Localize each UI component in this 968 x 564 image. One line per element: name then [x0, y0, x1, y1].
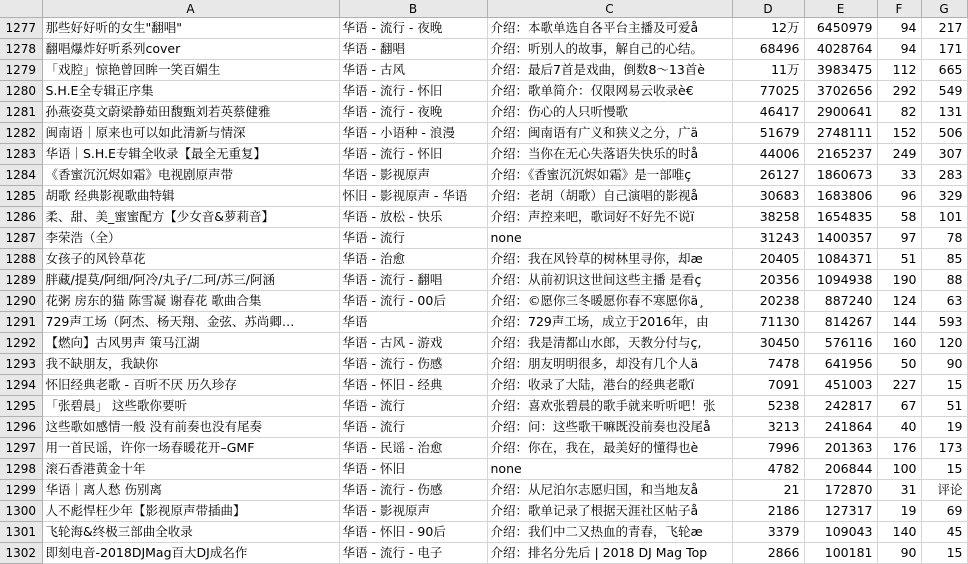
- row-header[interactable]: 1291: [0, 312, 42, 333]
- cell-g[interactable]: 15: [921, 459, 967, 480]
- cell-b[interactable]: 华语 - 怀旧: [339, 459, 487, 480]
- cell-c[interactable]: none: [487, 459, 732, 480]
- cell-b[interactable]: 华语 - 流行 - 伤感: [339, 480, 487, 501]
- cell-e[interactable]: 641956: [804, 354, 877, 375]
- cell-a[interactable]: 滚石香港黄金十年: [42, 459, 339, 480]
- cell-b[interactable]: 华语 - 小语种 - 浪漫: [339, 123, 487, 144]
- row-header[interactable]: 1283: [0, 144, 42, 165]
- cell-d[interactable]: 30450: [732, 333, 804, 354]
- cell-b[interactable]: 华语 - 流行: [339, 417, 487, 438]
- cell-c[interactable]: 介绍：《香蜜沉沉烬如霜》是一部唯ç: [487, 165, 732, 186]
- cell-a[interactable]: 华语｜S.H.E专辑全收录【最全无重复】: [42, 144, 339, 165]
- table-row[interactable]: [0, 39, 967, 60]
- cell-a[interactable]: 「戏腔」惊艳曾回眸一笑百媚生: [42, 60, 339, 81]
- row-header[interactable]: 1297: [0, 438, 42, 459]
- cell-c[interactable]: 介绍：我们中二又热血的青春，飞轮æ: [487, 522, 732, 543]
- cell-d[interactable]: 26127: [732, 165, 804, 186]
- cell-g[interactable]: 217: [921, 18, 967, 39]
- cell-d[interactable]: 20356: [732, 270, 804, 291]
- cell-f[interactable]: 94: [877, 18, 921, 39]
- cell-g[interactable]: 15: [921, 375, 967, 396]
- cell-c[interactable]: 介绍：朋友明明很多，却没有几个人ä: [487, 354, 732, 375]
- cell-b[interactable]: 华语 - 治愈: [339, 249, 487, 270]
- cell-d[interactable]: 7091: [732, 375, 804, 396]
- cell-b[interactable]: 华语 - 翻唱: [339, 39, 487, 60]
- cell-e[interactable]: 3702656: [804, 81, 877, 102]
- cell-a[interactable]: 即刻电音-2018DJMag百大DJ成名作: [42, 543, 339, 564]
- cell-b[interactable]: 华语 - 流行 - 翻唱: [339, 270, 487, 291]
- cell-b[interactable]: 华语 - 古风 - 游戏: [339, 333, 487, 354]
- cell-d[interactable]: 71130: [732, 312, 804, 333]
- cell-e[interactable]: 2748111: [804, 123, 877, 144]
- cell-d[interactable]: 5238: [732, 396, 804, 417]
- row-header[interactable]: 1293: [0, 354, 42, 375]
- cell-c[interactable]: none: [487, 228, 732, 249]
- cell-a[interactable]: 这些歌如感情一般 没有前奏也没有尾奏: [42, 417, 339, 438]
- cell-a[interactable]: 胡歌 经典影视歌曲特辑: [42, 186, 339, 207]
- table-row[interactable]: [0, 375, 967, 396]
- cell-b[interactable]: 华语 - 古风: [339, 60, 487, 81]
- cell-e[interactable]: 887240: [804, 291, 877, 312]
- column-header-f[interactable]: F: [877, 0, 921, 18]
- table-row[interactable]: [0, 480, 967, 501]
- cell-g[interactable]: 63: [921, 291, 967, 312]
- cell-d[interactable]: 3213: [732, 417, 804, 438]
- table-row[interactable]: [0, 501, 967, 522]
- cell-f[interactable]: 124: [877, 291, 921, 312]
- column-header-e[interactable]: E: [804, 0, 877, 18]
- column-header-c[interactable]: C: [487, 0, 732, 18]
- cell-e[interactable]: 109043: [804, 522, 877, 543]
- cell-e[interactable]: 1683806: [804, 186, 877, 207]
- cell-f[interactable]: 19: [877, 501, 921, 522]
- cell-d[interactable]: 44006: [732, 144, 804, 165]
- row-header[interactable]: 1300: [0, 501, 42, 522]
- cell-f[interactable]: 33: [877, 165, 921, 186]
- cell-d[interactable]: 21: [732, 480, 804, 501]
- cell-b[interactable]: 华语 - 流行 - 夜晚: [339, 102, 487, 123]
- cell-g[interactable]: 131: [921, 102, 967, 123]
- cell-f[interactable]: 97: [877, 228, 921, 249]
- row-header[interactable]: 1277: [0, 18, 42, 39]
- cell-c[interactable]: 介绍：歌单简介：仅限网易云收录è€: [487, 81, 732, 102]
- row-header[interactable]: 1286: [0, 207, 42, 228]
- cell-g[interactable]: 593: [921, 312, 967, 333]
- cell-c[interactable]: 介绍：从前初识这世间这些主播 是看ç: [487, 270, 732, 291]
- row-header[interactable]: 1301: [0, 522, 42, 543]
- cell-g[interactable]: 90: [921, 354, 967, 375]
- cell-c[interactable]: 介绍：喜欢张碧晨的歌手就来听听吧！张: [487, 396, 732, 417]
- cell-e[interactable]: 201363: [804, 438, 877, 459]
- cell-e[interactable]: 451003: [804, 375, 877, 396]
- cell-b[interactable]: 华语 - 怀旧 - 经典: [339, 375, 487, 396]
- cell-b[interactable]: 华语 - 流行: [339, 396, 487, 417]
- cell-d[interactable]: 68496: [732, 39, 804, 60]
- cell-e[interactable]: 1094938: [804, 270, 877, 291]
- row-header[interactable]: 1292: [0, 333, 42, 354]
- cell-a[interactable]: 用一首民谣，许你一场春暖花开–GMF: [42, 438, 339, 459]
- table-row[interactable]: [0, 228, 967, 249]
- cell-f[interactable]: 160: [877, 333, 921, 354]
- row-header[interactable]: 1278: [0, 39, 42, 60]
- cell-c[interactable]: 介绍：©愿你三冬暖愿你春不寒愿你ä¸: [487, 291, 732, 312]
- cell-g[interactable]: 78: [921, 228, 967, 249]
- cell-g[interactable]: 329: [921, 186, 967, 207]
- cell-e[interactable]: 241864: [804, 417, 877, 438]
- cell-b[interactable]: 华语 - 流行 - 怀旧: [339, 81, 487, 102]
- cell-a[interactable]: 怀旧经典老歌 - 百听不厌 历久珍存: [42, 375, 339, 396]
- cell-f[interactable]: 90: [877, 543, 921, 564]
- cell-c[interactable]: 介绍：声控来吧，歌词好不好先不说ï: [487, 207, 732, 228]
- cell-b[interactable]: 华语 - 怀旧 - 90后: [339, 522, 487, 543]
- row-header[interactable]: 1288: [0, 249, 42, 270]
- cell-f[interactable]: 50: [877, 354, 921, 375]
- table-row[interactable]: [0, 270, 967, 291]
- cell-a[interactable]: 「张碧晨」 这些歌你要听: [42, 396, 339, 417]
- cell-a[interactable]: 那些好好听的女生"翻唱": [42, 18, 339, 39]
- cell-c[interactable]: 介绍：本歌单选自各平台主播及可爱å: [487, 18, 732, 39]
- column-header-row: [0, 0, 967, 18]
- cell-f[interactable]: 100: [877, 459, 921, 480]
- cell-a[interactable]: 闽南语｜原来也可以如此清新与情深: [42, 123, 339, 144]
- cell-e[interactable]: 242817: [804, 396, 877, 417]
- table-row[interactable]: [0, 438, 967, 459]
- cell-d[interactable]: 51679: [732, 123, 804, 144]
- cell-g[interactable]: 307: [921, 144, 967, 165]
- row-header[interactable]: 1289: [0, 270, 42, 291]
- row-header[interactable]: 1298: [0, 459, 42, 480]
- row-header[interactable]: 1281: [0, 102, 42, 123]
- row-header[interactable]: 1290: [0, 291, 42, 312]
- table-row[interactable]: [0, 522, 967, 543]
- cell-e[interactable]: 1400357: [804, 228, 877, 249]
- cell-a[interactable]: 柔、甜、美_蜜蜜配方【少女音&萝莉音】: [42, 207, 339, 228]
- cell-d[interactable]: 30683: [732, 186, 804, 207]
- row-header[interactable]: 1287: [0, 228, 42, 249]
- row-header[interactable]: 1282: [0, 123, 42, 144]
- cell-f[interactable]: 190: [877, 270, 921, 291]
- table-row[interactable]: [0, 354, 967, 375]
- cell-d[interactable]: 2186: [732, 501, 804, 522]
- cell-a[interactable]: S.H.E全专辑正序集: [42, 81, 339, 102]
- cell-g[interactable]: 51: [921, 396, 967, 417]
- cell-g[interactable]: 171: [921, 39, 967, 60]
- cell-d[interactable]: 3379: [732, 522, 804, 543]
- cell-g[interactable]: 评论: [921, 480, 967, 501]
- cell-b[interactable]: 华语 - 影视原声: [339, 165, 487, 186]
- cell-e[interactable]: 1860673: [804, 165, 877, 186]
- table-row[interactable]: [0, 459, 967, 480]
- table-row[interactable]: [0, 333, 967, 354]
- cell-e[interactable]: 1654835: [804, 207, 877, 228]
- column-header-d[interactable]: D: [732, 0, 804, 18]
- cell-b[interactable]: 华语 - 流行 - 电子: [339, 543, 487, 564]
- cell-d[interactable]: 20238: [732, 291, 804, 312]
- cell-f[interactable]: 249: [877, 144, 921, 165]
- cell-b[interactable]: 华语 - 放松 - 快乐: [339, 207, 487, 228]
- cell-f[interactable]: 82: [877, 102, 921, 123]
- cell-d[interactable]: 4782: [732, 459, 804, 480]
- cell-f[interactable]: 96: [877, 186, 921, 207]
- cell-c[interactable]: 介绍：收录了大陆，港台的经典老歌ï: [487, 375, 732, 396]
- table-row[interactable]: [0, 417, 967, 438]
- cell-c[interactable]: 介绍：当你在无心失落语失快乐的时å: [487, 144, 732, 165]
- cell-b[interactable]: 华语 - 流行 - 怀旧: [339, 144, 487, 165]
- cell-b[interactable]: 华语 - 流行 - 伤感: [339, 354, 487, 375]
- cell-g[interactable]: 85: [921, 249, 967, 270]
- select-all-corner[interactable]: [0, 0, 42, 18]
- row-header[interactable]: 1285: [0, 186, 42, 207]
- column-header-g[interactable]: G: [921, 0, 967, 18]
- cell-d[interactable]: 20405: [732, 249, 804, 270]
- cell-f[interactable]: 176: [877, 438, 921, 459]
- cell-d[interactable]: 7996: [732, 438, 804, 459]
- cell-d[interactable]: 31243: [732, 228, 804, 249]
- cell-e[interactable]: 1084371: [804, 249, 877, 270]
- cell-c[interactable]: 介绍：你在，我在，最美好的懂得也è: [487, 438, 732, 459]
- cell-a[interactable]: 胖藏/提莫/阿细/阿冷/丸子/二珂/苏三/阿涵: [42, 270, 339, 291]
- table-row[interactable]: [0, 186, 967, 207]
- cell-g[interactable]: 549: [921, 81, 967, 102]
- table-row[interactable]: [0, 291, 967, 312]
- cell-g[interactable]: 69: [921, 501, 967, 522]
- cell-f[interactable]: 31: [877, 480, 921, 501]
- cell-e[interactable]: 206844: [804, 459, 877, 480]
- cell-f[interactable]: 227: [877, 375, 921, 396]
- column-header-a[interactable]: A: [42, 0, 339, 18]
- cell-f[interactable]: 67: [877, 396, 921, 417]
- cell-d[interactable]: 46417: [732, 102, 804, 123]
- cell-a[interactable]: 女孩子的风铃草花: [42, 249, 339, 270]
- cell-f[interactable]: 144: [877, 312, 921, 333]
- cell-a[interactable]: 729声工场（阿杰、杨天翔、金弦、苏尚卿…: [42, 312, 339, 333]
- cell-c[interactable]: 介绍：歌单记录了根据天涯社区帖子å: [487, 501, 732, 522]
- table-row[interactable]: [0, 396, 967, 417]
- cell-g[interactable]: 101: [921, 207, 967, 228]
- cell-a[interactable]: 飞轮海&终极三部曲全收录: [42, 522, 339, 543]
- spreadsheet-body: [0, 18, 967, 564]
- cell-e[interactable]: 814267: [804, 312, 877, 333]
- cell-a[interactable]: 我不缺朋友，我缺你: [42, 354, 339, 375]
- table-row[interactable]: [0, 123, 967, 144]
- cell-a[interactable]: 花粥 房东的猫 陈雪凝 谢春花 歌曲合集: [42, 291, 339, 312]
- cell-a[interactable]: 孙燕姿莫文蔚梁静茹田馥甄刘若英蔡健雅: [42, 102, 339, 123]
- cell-c[interactable]: 介绍：我在风铃草的树林里寻你，却æ: [487, 249, 732, 270]
- cell-b[interactable]: 华语: [339, 312, 487, 333]
- cell-a[interactable]: 人不彪悍枉少年【影视原声带插曲】: [42, 501, 339, 522]
- cell-a[interactable]: 【燃向】古风男声 策马江湖: [42, 333, 339, 354]
- cell-d[interactable]: 38258: [732, 207, 804, 228]
- table-row[interactable]: [0, 18, 967, 39]
- row-header[interactable]: 1299: [0, 480, 42, 501]
- cell-c[interactable]: 介绍：排名分先后 | 2018 DJ Mag Top: [487, 543, 732, 564]
- row-header[interactable]: 1284: [0, 165, 42, 186]
- row-header[interactable]: 1279: [0, 60, 42, 81]
- cell-f[interactable]: 58: [877, 207, 921, 228]
- cell-c[interactable]: 介绍：伤心的人只听慢歌: [487, 102, 732, 123]
- column-header-b[interactable]: B: [339, 0, 487, 18]
- row-header[interactable]: 1302: [0, 543, 42, 564]
- cell-g[interactable]: 283: [921, 165, 967, 186]
- cell-b[interactable]: 怀旧 - 影视原声 - 华语: [339, 186, 487, 207]
- table-row[interactable]: [0, 249, 967, 270]
- cell-b[interactable]: 华语 - 民谣 - 治愈: [339, 438, 487, 459]
- cell-f[interactable]: 94: [877, 39, 921, 60]
- cell-f[interactable]: 292: [877, 81, 921, 102]
- cell-a[interactable]: 李荣浩（全）: [42, 228, 339, 249]
- cell-g[interactable]: 665: [921, 60, 967, 81]
- cell-a[interactable]: 《香蜜沉沉烬如霜》电视剧原声带: [42, 165, 339, 186]
- cell-g[interactable]: 173: [921, 438, 967, 459]
- cell-b[interactable]: 华语 - 流行 - 00后: [339, 291, 487, 312]
- cell-e[interactable]: 2900641: [804, 102, 877, 123]
- table-row[interactable]: [0, 102, 967, 123]
- cell-e[interactable]: 6450979: [804, 18, 877, 39]
- cell-g[interactable]: 120: [921, 333, 967, 354]
- cell-c[interactable]: 介绍：听别人的故事，解自己的心结。: [487, 39, 732, 60]
- cell-e[interactable]: 100181: [804, 543, 877, 564]
- table-row[interactable]: [0, 207, 967, 228]
- cell-d[interactable]: 11万: [732, 60, 804, 81]
- cell-d[interactable]: 77025: [732, 81, 804, 102]
- cell-g[interactable]: 88: [921, 270, 967, 291]
- cell-b[interactable]: 华语 - 流行 - 夜晚: [339, 18, 487, 39]
- cell-f[interactable]: 112: [877, 60, 921, 81]
- cell-f[interactable]: 51: [877, 249, 921, 270]
- table-row[interactable]: [0, 543, 967, 564]
- cell-e[interactable]: 127317: [804, 501, 877, 522]
- cell-c[interactable]: 介绍：我是清都山水郎，天教分付与ç‚: [487, 333, 732, 354]
- row-header[interactable]: 1295: [0, 396, 42, 417]
- cell-a[interactable]: 华语｜离人愁 伤别离: [42, 480, 339, 501]
- cell-g[interactable]: 45: [921, 522, 967, 543]
- cell-g[interactable]: 506: [921, 123, 967, 144]
- cell-d[interactable]: 2866: [732, 543, 804, 564]
- cell-c[interactable]: 介绍：729声工场，成立于2016年，由: [487, 312, 732, 333]
- cell-c[interactable]: 介绍：从尼泊尔志愿归国，和当地友å: [487, 480, 732, 501]
- cell-f[interactable]: 40: [877, 417, 921, 438]
- table-row[interactable]: [0, 60, 967, 81]
- cell-c[interactable]: 介绍：闽南语有广义和狭义之分，广ä: [487, 123, 732, 144]
- table-row[interactable]: [0, 312, 967, 333]
- cell-b[interactable]: 华语 - 流行: [339, 228, 487, 249]
- cell-c[interactable]: 介绍：老胡（胡歌）自己演唱的影视å: [487, 186, 732, 207]
- row-header[interactable]: 1296: [0, 417, 42, 438]
- cell-g[interactable]: 19: [921, 417, 967, 438]
- cell-e[interactable]: 3983475: [804, 60, 877, 81]
- cell-a[interactable]: 翻唱爆炸好听系列cover: [42, 39, 339, 60]
- cell-d[interactable]: 12万: [732, 18, 804, 39]
- table-row[interactable]: [0, 165, 967, 186]
- cell-e[interactable]: 2165237: [804, 144, 877, 165]
- cell-f[interactable]: 152: [877, 123, 921, 144]
- cell-c[interactable]: 介绍：问：这些歌干嘛既没前奏也没尾å: [487, 417, 732, 438]
- row-header[interactable]: 1280: [0, 81, 42, 102]
- table-row[interactable]: [0, 81, 967, 102]
- cell-c[interactable]: 介绍：最后7首是戏曲，倒数8～13首è: [487, 60, 732, 81]
- row-header[interactable]: 1294: [0, 375, 42, 396]
- cell-e[interactable]: 172870: [804, 480, 877, 501]
- cell-f[interactable]: 140: [877, 522, 921, 543]
- cell-e[interactable]: 4028764: [804, 39, 877, 60]
- cell-e[interactable]: 576116: [804, 333, 877, 354]
- cell-b[interactable]: 华语 - 影视原声: [339, 501, 487, 522]
- cell-d[interactable]: 7478: [732, 354, 804, 375]
- cell-g[interactable]: 15: [921, 543, 967, 564]
- table-row[interactable]: [0, 144, 967, 165]
